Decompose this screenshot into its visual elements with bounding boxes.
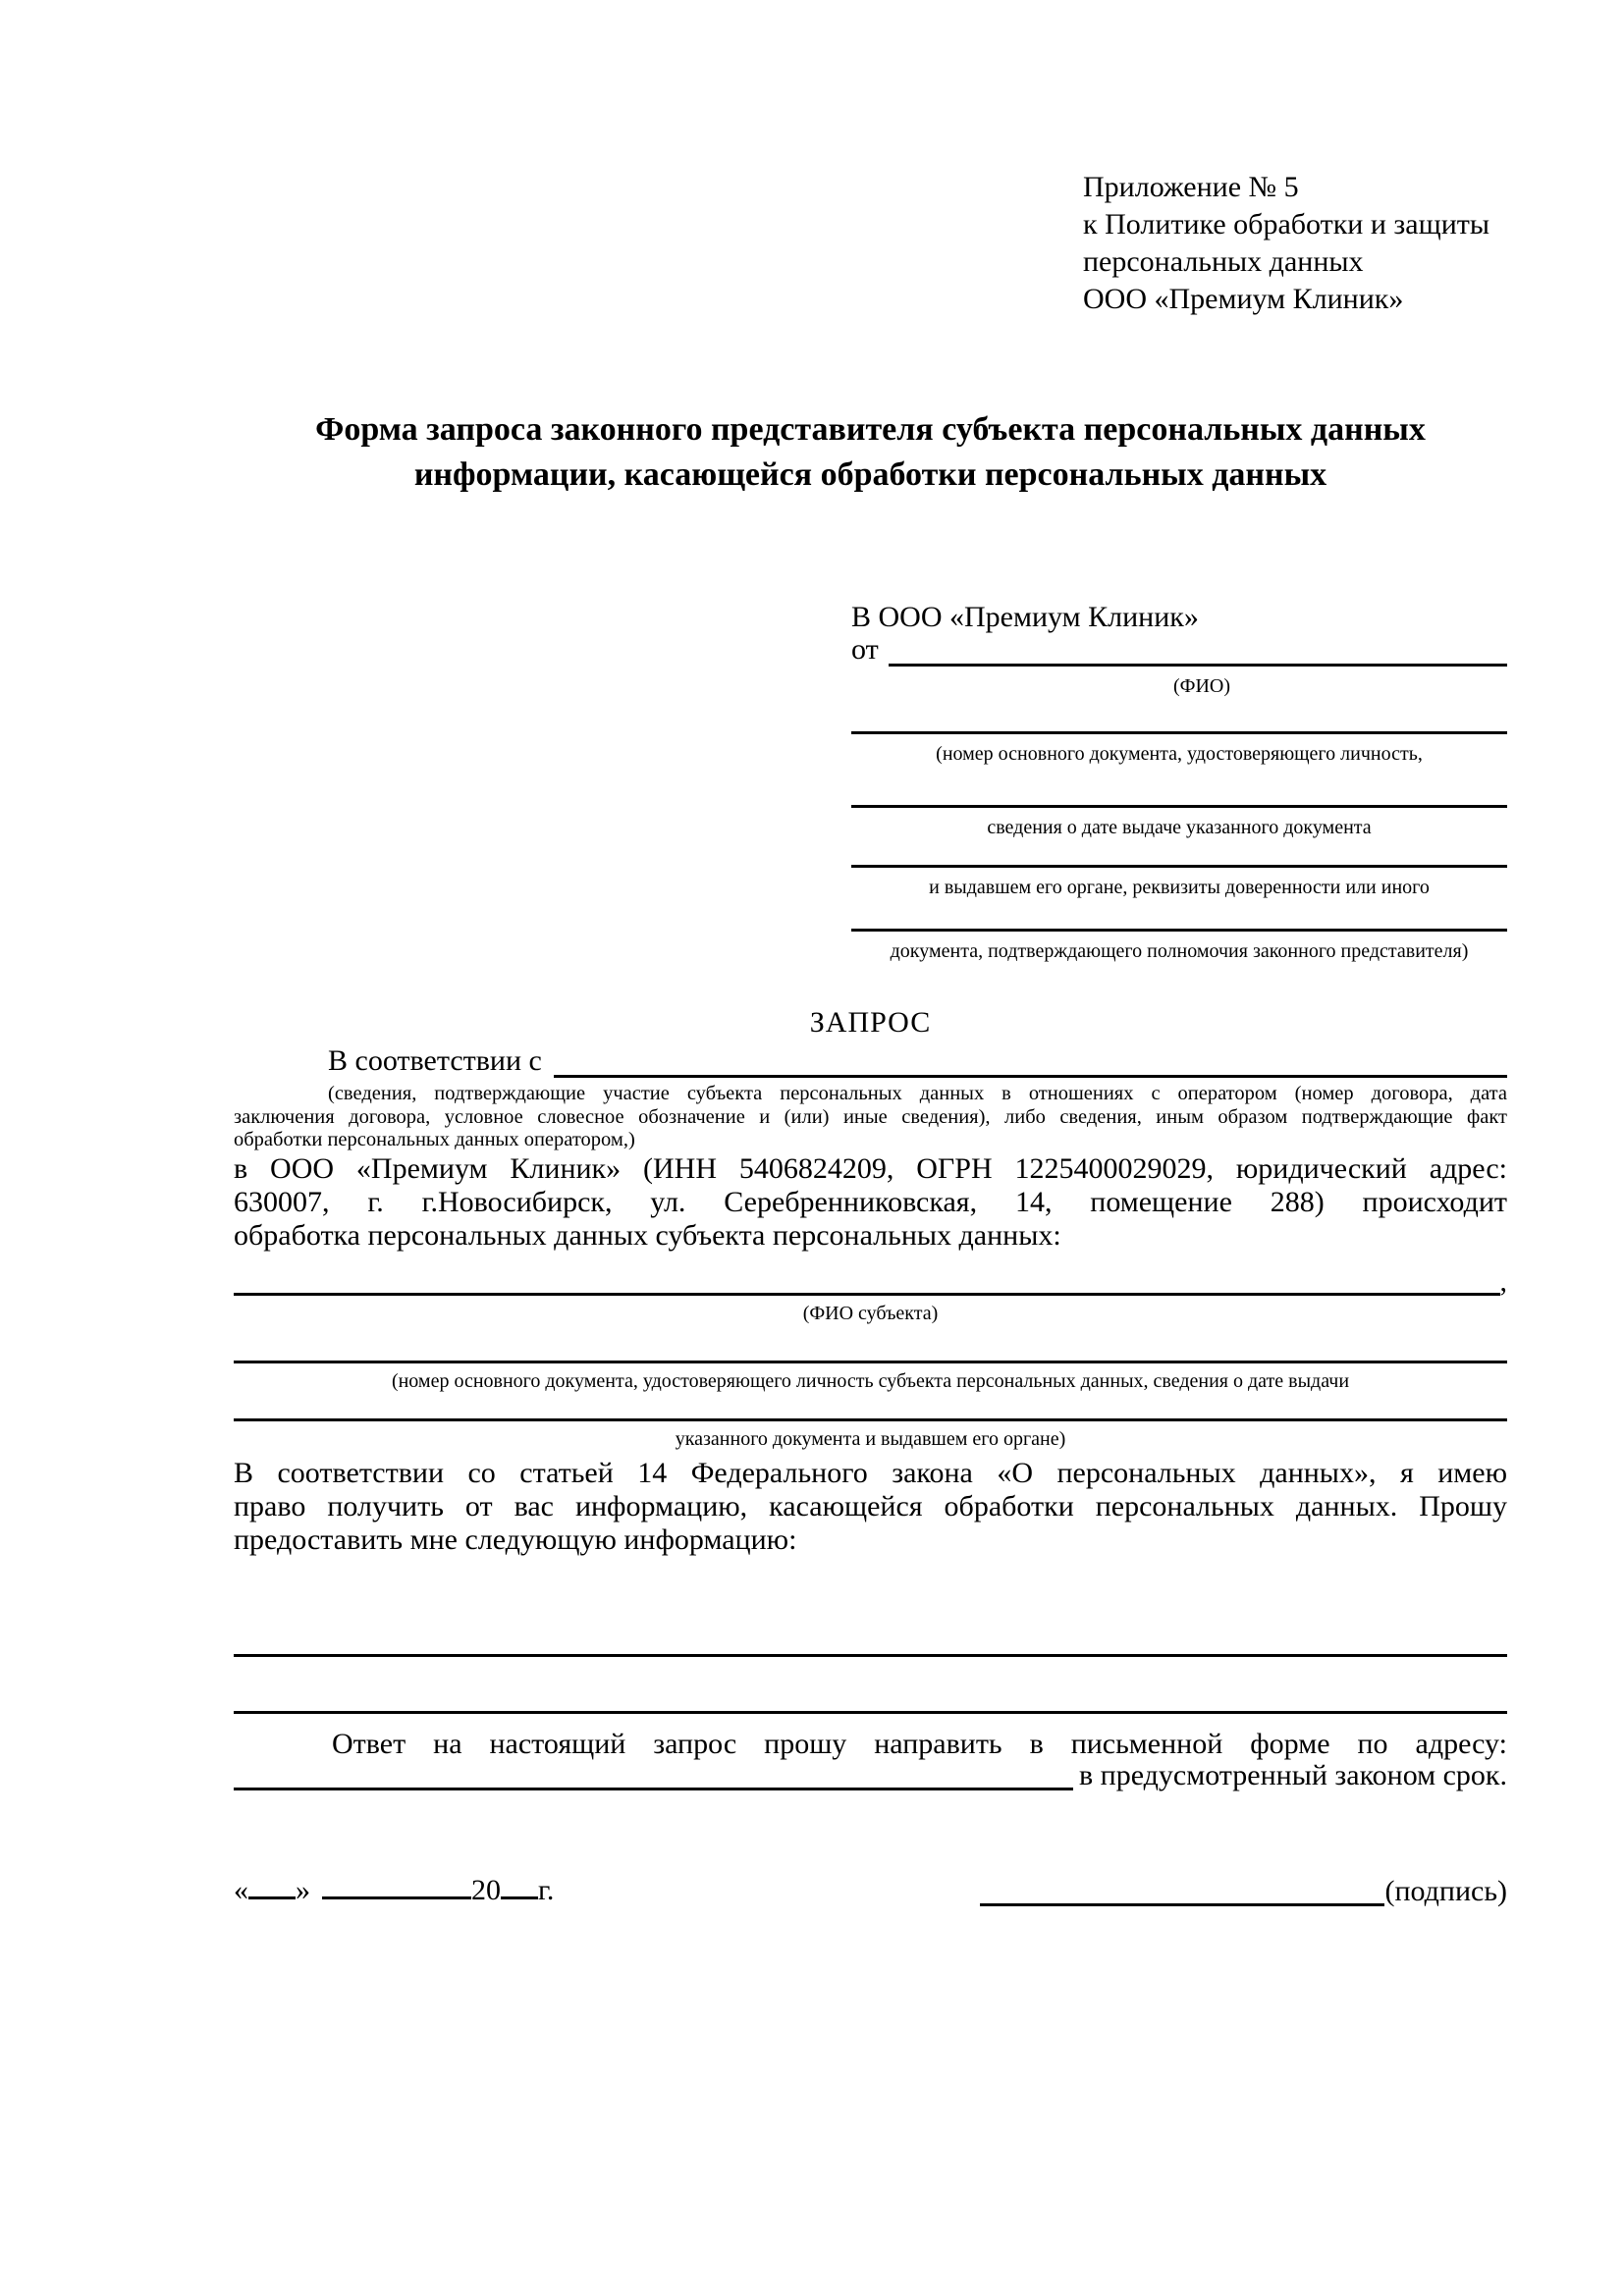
field-caption: сведения о дате выдаче указанного документа (987, 817, 1372, 838)
footer-row (234, 1873, 1507, 1906)
field-caption: и выдавшем его органе, реквизиты доверенности или иного (929, 877, 1430, 898)
field-caption: документа, подтверждающего полномочия законного представителя) (890, 940, 1469, 962)
representative-doc-blank-line (851, 805, 1507, 808)
date-month-blank (322, 1873, 471, 1899)
representative-doc-blank-line (851, 731, 1507, 734)
operator-paragraph-line: обработка персональных данных субъекта персональных данных: (234, 1218, 1061, 1252)
intro-note (234, 1083, 1507, 1152)
field-caption: (номер основного документа, удостоверяющего личность, (936, 743, 1423, 765)
law-paragraph (234, 1457, 1507, 1557)
date-year-blank (501, 1873, 538, 1899)
request-heading: ЗАПРОС (809, 1006, 932, 1039)
date-field (234, 1873, 554, 1906)
intro-field (234, 1044, 1507, 1078)
date-year-suffix: г. (538, 1873, 555, 1906)
date-day-blank (248, 1873, 296, 1899)
appendix-line: Приложение № 5 (1083, 171, 1299, 203)
subject-doc-caption: указанного документа и выдавшем его органе) (675, 1427, 1066, 1450)
representative-doc-blank-line (851, 865, 1507, 868)
operator-paragraph-line: в ООО «Премиум Клиник» (ИНН 5406824209, ОГРН 1225400029029, юридический адрес: (234, 1151, 1507, 1185)
subject-doc-blank-line (234, 1418, 1507, 1421)
reply-paragraph-line: Ответ на настоящий запрос прошу направить в письменной форме по адресу: (332, 1727, 1507, 1760)
signature-blank-line (980, 1878, 1384, 1906)
intro-blank-line (554, 1049, 1507, 1078)
law-paragraph-line: предоставить мне следующую информацию: (234, 1522, 797, 1556)
reply-address-blank-line (234, 1762, 1073, 1790)
fio-caption: (ФИО) (1172, 675, 1230, 697)
intro-label: В соответствии с (328, 1044, 542, 1077)
subject-fio-field (234, 1264, 1507, 1298)
appendix-line: персональных данных (1083, 245, 1364, 278)
operator-paragraph-line: 630007, г. г.Новосибирск, ул. Серебренниковская, 14, помещение 288) происходит (234, 1185, 1507, 1218)
appendix-line: ООО «Премиум Клиник» (1083, 283, 1404, 315)
subject-fio-comma: , (1499, 1264, 1507, 1298)
signature-field (980, 1874, 1507, 1907)
addressee-to: В ООО «Премиум Клиник» (851, 601, 1199, 633)
subject-doc-caption: (номер основного документа, удостоверяющего личность субъекта персональных данных, сведения о дате выдачи (391, 1369, 1350, 1392)
information-blank-line (234, 1654, 1507, 1657)
appendix-line: к Политике обработки и защиты (1083, 208, 1490, 240)
law-paragraph-line: право получить от вас информацию, касающейся обработки персональных данных. Прошу (234, 1489, 1507, 1522)
date-quote-close: » (296, 1873, 310, 1906)
subject-doc-blank-line (234, 1361, 1507, 1363)
subject-fio-blank-line (234, 1269, 1500, 1296)
from-blank-line (889, 636, 1507, 667)
intro-note-line: заключения договора, условное словесное обозначение и (или) иные сведения), либо сведения, иным образом подтверждающие факт (234, 1105, 1507, 1128)
reply-tail: в предусмотренный законом срок. (1079, 1758, 1507, 1791)
addressee-block (851, 599, 1507, 963)
date-year-prefix: 20 (471, 1873, 501, 1906)
representative-doc-blank-line (851, 929, 1507, 932)
intro-note-line: обработки персональных данных оператором,) (234, 1129, 635, 1150)
signature-caption: (подпись) (1384, 1874, 1507, 1907)
reply-paragraph (234, 1728, 1507, 1761)
intro-note-line: (сведения, подтверждающие участие субъекта персональных данных в отношениях с оператором (номер договора, дата (328, 1083, 1507, 1104)
from-field (851, 633, 1507, 667)
information-blank-line (234, 1711, 1507, 1714)
from-label: от (851, 633, 879, 666)
appendix-block (1083, 169, 1507, 318)
date-quote-open: « (234, 1873, 248, 1906)
operator-paragraph (234, 1152, 1507, 1253)
law-paragraph-line: В соответствии со статьей 14 Федерального закона «О персональных данных», я имею (234, 1456, 1507, 1489)
document-title: Форма запроса законного представителя субъекта персональных данных информации, касающейся обработки персональных данных (315, 411, 1426, 493)
subject-fio-caption: (ФИО субъекта) (802, 1302, 939, 1324)
reply-address-field (234, 1758, 1507, 1791)
